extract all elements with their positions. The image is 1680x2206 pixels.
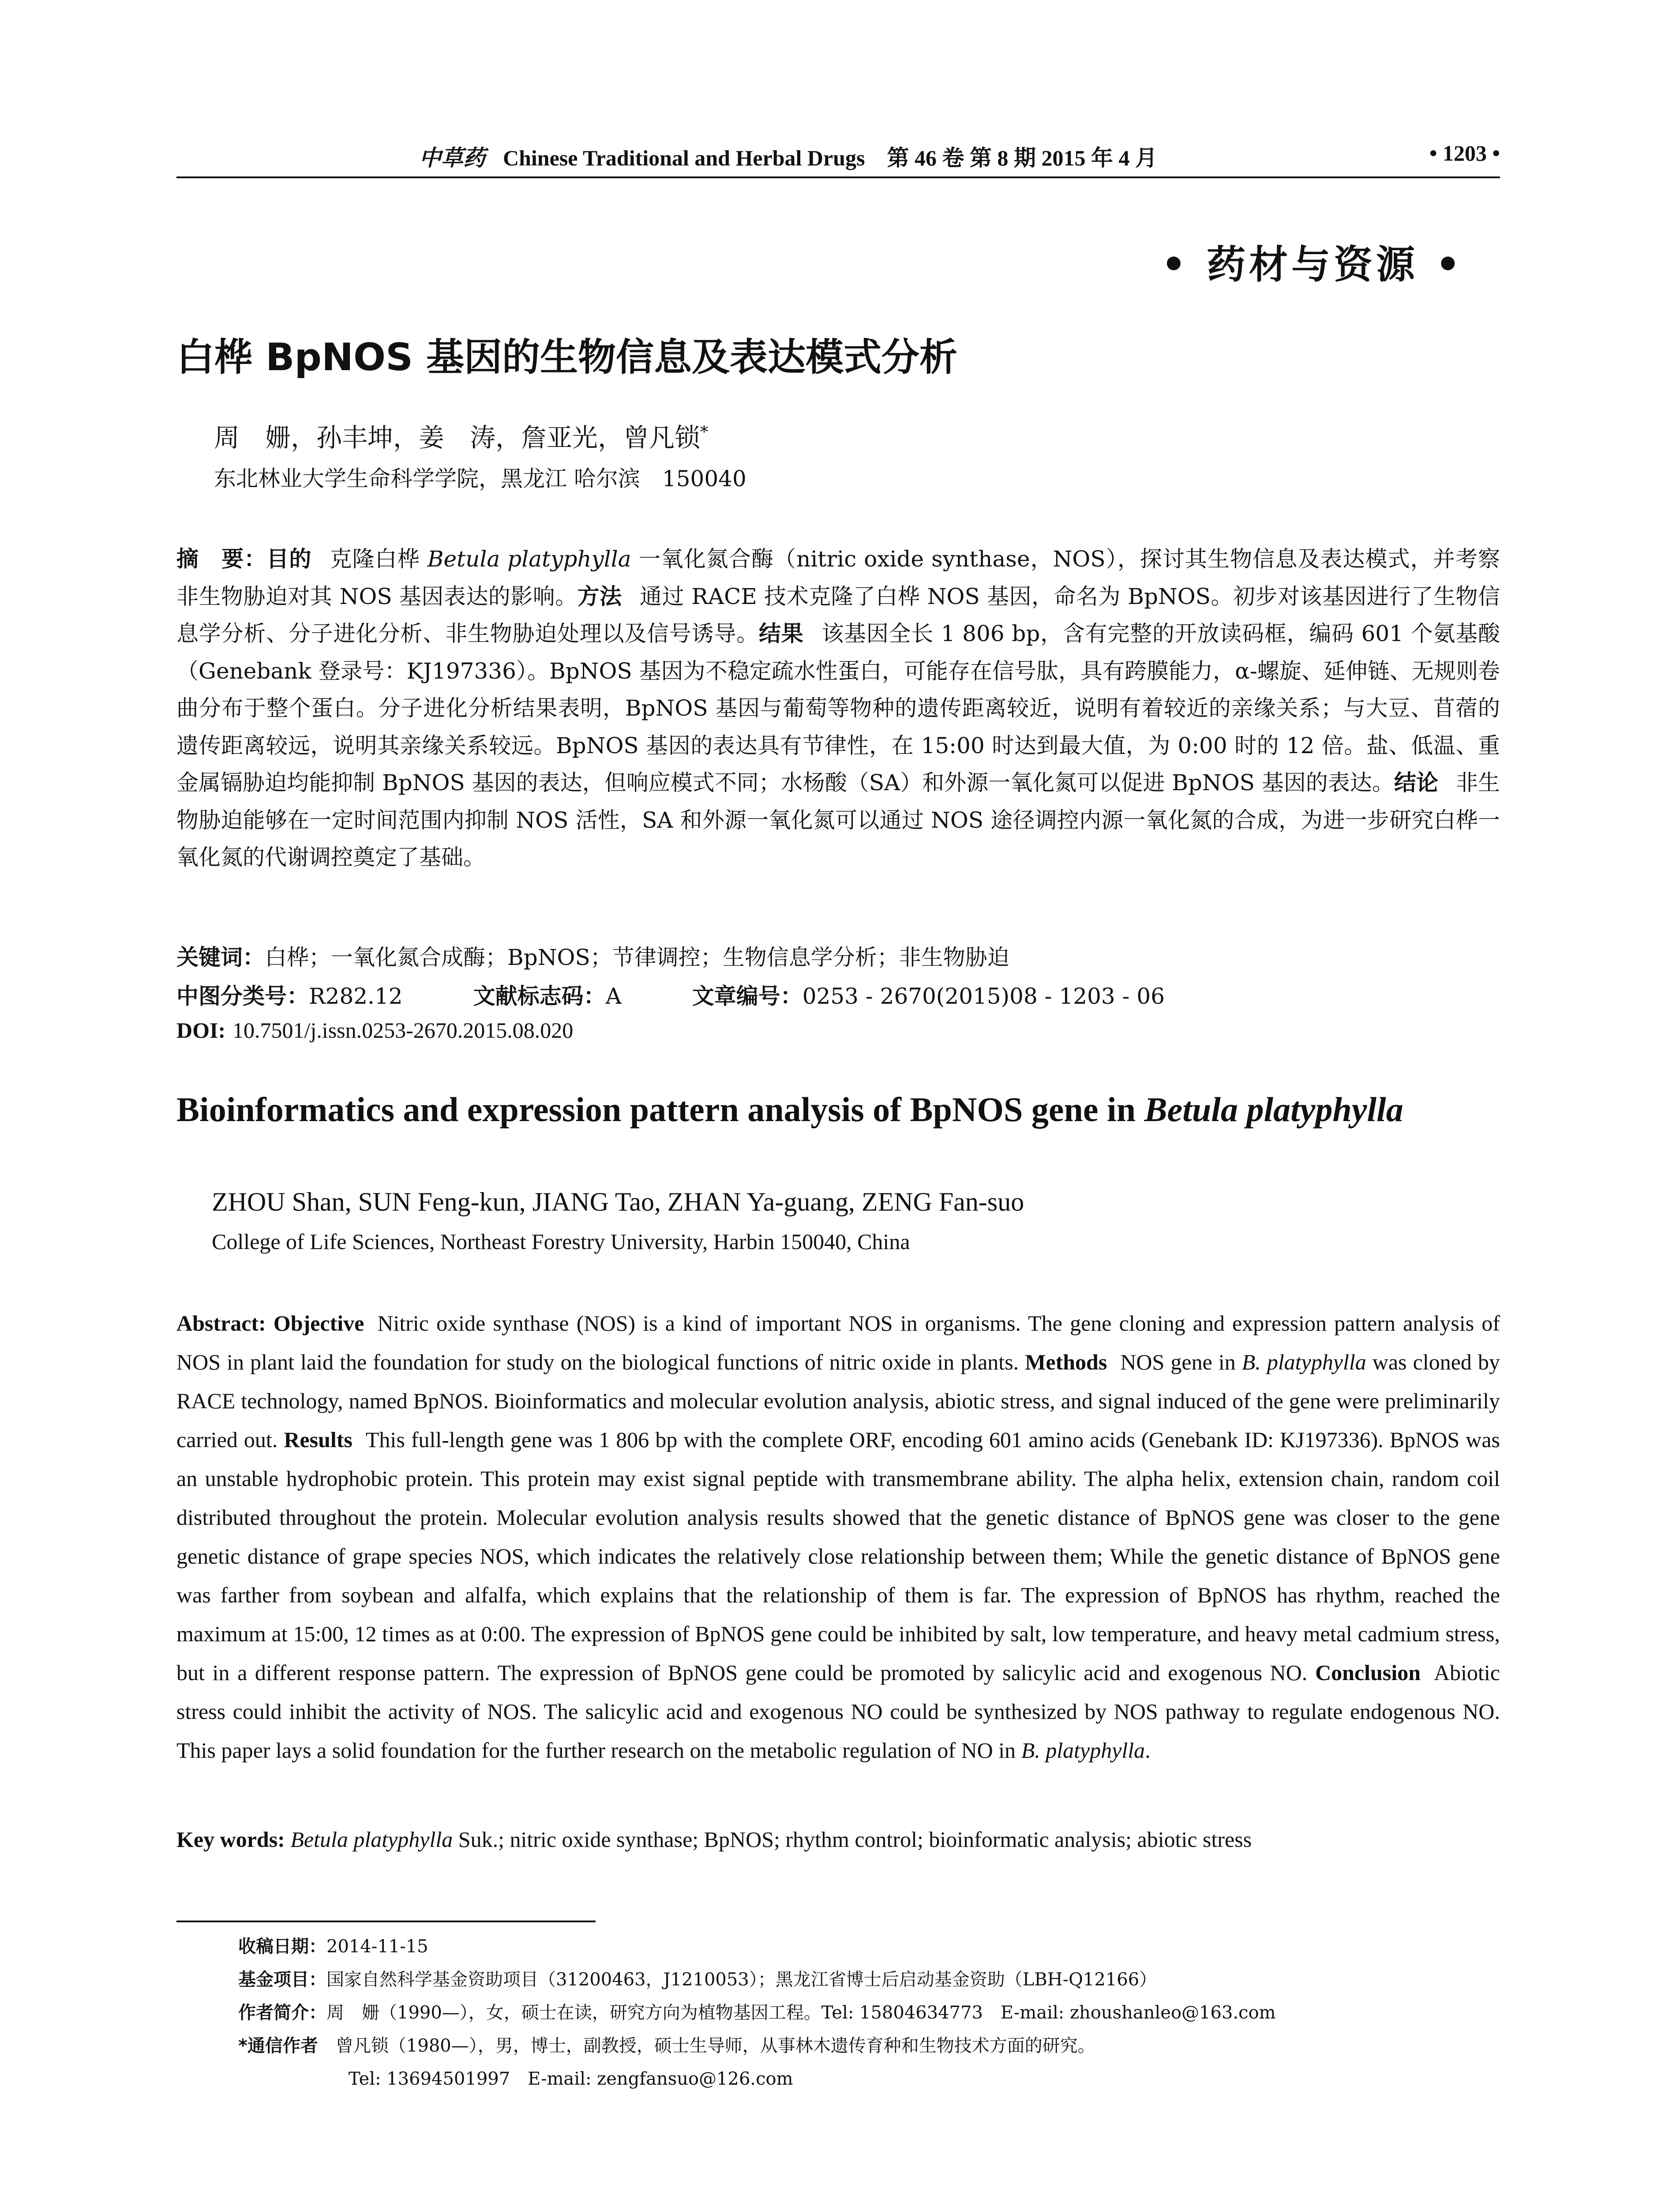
conclusion-en-end: . [1145, 1738, 1151, 1763]
objective-label-cn: 目的 [266, 546, 312, 572]
title-en-text: Bioinformatics and expression pattern analysis of BpNOS gene in [176, 1090, 1144, 1129]
conclusion-label-cn: 结论 [1394, 770, 1438, 795]
author-label: 作者简介： [238, 2003, 326, 2023]
keywords-en-species: Betula platyphylla [290, 1827, 453, 1852]
author-text: 周 姗（1990—），女，硕士在读，研究方向为植物基因工程。Tel: 15804634773 E-mail: zhoushanleo@163.com [326, 2003, 1276, 2023]
results-label-en: Results [284, 1427, 352, 1452]
fund-label: 基金项目： [238, 1970, 326, 1990]
footnotes [238, 1930, 1500, 2096]
objective-cn-pre: 克隆白桦 [329, 546, 428, 572]
corr-label: *通信作者 [238, 2036, 318, 2056]
objective-label-en: Objective [273, 1311, 364, 1336]
title-en-species: Betula platyphylla [1144, 1090, 1403, 1129]
footnote-author [238, 1996, 1500, 2030]
results-label-cn: 结果 [759, 621, 804, 646]
results-cn: 该基因全长 1 806 bp，含有完整的开放读码框，编码 601 个氨基酸（Genebank 登录号：KJ197336）。BpNOS 基因为不稳定疏水性蛋白，可能存在信号肽，具有跨膜能力，α-螺旋、延伸链、无规则卷曲分布于整个蛋白。分子进化分析结果表明，BpNOS 基因与葡萄等物种的遗传距离较近，说明有着较近的亲缘关系；与大豆、苜蓿的遗传距离较远，说明其亲缘关系较远。BpNOS 基因的表达具有节律性，在 15:00 时达到最大值，为 0:00 时的 12 倍。盐、低温、重金属镉胁迫均能抑制 BpNOS 基因的表达，但响应模式不同；水杨酸（SA）和外源一氧化氮可以促进 BpNOS 基因的表达。 [176, 621, 1500, 795]
article-no-value: 0253 - 2670(2015)08 - 1203 - 06 [802, 983, 1165, 1009]
footnote-corr-contact: Tel: 13694501997 E-mail: zengfansuo@126.com [349, 2069, 793, 2089]
abstract-cn [176, 540, 1500, 876]
keywords-cn-value: 白桦；一氧化氮合成酶；BpNOS；节律调控；生物信息学分析；非生物胁迫 [265, 945, 1009, 970]
journal-issue: 第 46 卷 第 8 期 2015 年 4 月 [887, 146, 1157, 170]
header-divider [176, 176, 1500, 178]
methods-label-en: Methods [1025, 1350, 1107, 1374]
running-header [176, 140, 1500, 176]
title-en [176, 1090, 1403, 1129]
affiliation-cn: 东北林业大学生命科学学院，黑龙江 哈尔滨 150040 [214, 466, 746, 491]
objective-cn-post: 一氧化氮合酶（nitric oxide synthase，NOS），探讨其生物信息及表达模式，并考察非生物胁迫对其 NOS 基因表达的影响。 [176, 546, 1500, 609]
doi-label: DOI: [176, 1018, 226, 1043]
corresponding-mark: * [700, 423, 709, 442]
conclusion-cn: 非生物胁迫能够在一定时间范围内抑制 NOS 活性，SA 和外源一氧化氮可以通过 NOS 途径调控内源一氧化氮的合成，为进一步研究白桦一氧化氮的代谢调控奠定了基础。 [176, 770, 1500, 870]
authors-en: ZHOU Shan, SUN Feng-kun, JIANG Tao, ZHAN Ya-guang, ZENG Fan-suo [212, 1187, 1024, 1216]
methods-en-pre: NOS gene in [1120, 1350, 1242, 1374]
abstract-cn-label: 摘 要： [176, 546, 267, 572]
keywords-en-rest: Suk.; nitric oxide synthase; BpNOS; rhythm control; bioinformatic analysis; abiotic stress [453, 1827, 1252, 1852]
footnote-fund [238, 1963, 1500, 1996]
methods-en-species: B. platyphylla [1241, 1350, 1366, 1374]
methods-cn: 通过 RACE 技术克隆了白桦 NOS 基因，命名为 BpNOS。初步对该基因进行了生物信息学分析、分子进化分析、非生物胁迫处理以及信号诱导。 [176, 583, 1500, 646]
methods-label-cn: 方法 [577, 583, 622, 609]
doi-line [176, 1017, 1500, 1043]
article-no-label: 文章编号： [692, 983, 802, 1009]
footnote-received [238, 1930, 1500, 1963]
affiliation-en: College of Life Sciences, Northeast Forestry University, Harbin 150040, China [212, 1229, 910, 1254]
journal-name-en: Chinese Traditional and Herbal Drugs [503, 146, 865, 170]
clc-label: 中图分类号： [176, 983, 309, 1009]
clc-value: R282.12 [309, 983, 403, 1009]
methods-en-post: was cloned by RACE technology, named BpNOS. Bioinformatics and molecular evolution analysis, abiotic stress, and signal induced of the gene were preliminarily carried out. [176, 1350, 1500, 1452]
conclusion-en-species: B. platyphylla [1021, 1738, 1145, 1763]
doi-link[interactable]: 10.7501/j.issn.0253-2670.2015.08.020 [232, 1018, 574, 1043]
abstract-en [176, 1304, 1500, 1770]
results-en: This full-length gene was 1 806 bp with the complete ORF, encoding 601 amino acids (Genebank ID: KJ197336). BpNOS was an unstable hydrophobic protein. This protein may exist signal peptide with transmembrane ability. The alpha helix, extension chain, random coil distributed throughout the protein. Molecular evolution analysis results showed that the genetic distance of BpNOS gene was closer to the gene genetic distance of grape species NOS, which indicates the relatively close relationship between them; While the genetic distance of BpNOS gene was farther from soybean and alfalfa, which explains that the relationship of them is far. The expression of BpNOS has rhythm, reached the maximum at 15:00, 12 times as at 0:00. The expression of BpNOS gene could be inhibited by salt, low temperature, and heavy metal cadmium stress, but in a different response pattern. The expression of BpNOS gene could be promoted by salicylic acid and exogenous NO. [176, 1427, 1500, 1685]
objective-en: Nitric oxide synthase (NOS) is a kind of important NOS in organisms. The gene cloning and expression pattern analysis of NOS in plant laid the foundation for study on the biological functions of nitric oxide in plants. [176, 1311, 1500, 1374]
keywords-en [176, 1827, 1500, 1852]
footnote-corresponding [238, 2030, 1500, 2063]
received-label: 收稿日期： [238, 1936, 326, 1957]
conclusion-en-pre: Abiotic stress could inhibit the activity of NOS. The salicylic acid and exogenous NO could be synthesized by NOS pathway to regulate endogenous NO. This paper lays a solid foundation for the further research on the metabolic regulation of NO in [176, 1660, 1500, 1763]
doc-code-value: A [605, 983, 622, 1009]
doc-code-label: 文献标志码： [473, 983, 606, 1009]
keywords-cn-label: 关键词： [176, 945, 265, 970]
journal-name-cn: 中草药 [419, 146, 485, 170]
footnote-divider [176, 1921, 596, 1922]
received-date: 2014-11-15 [326, 1936, 428, 1957]
conclusion-label-en: Conclusion [1315, 1660, 1421, 1685]
keywords-en-label: Key words: [176, 1827, 285, 1852]
page-number: • 1203 • [1429, 141, 1500, 165]
species-name: Betula platyphylla [427, 546, 631, 572]
title-cn: 白桦 BpNOS 基因的生物信息及表达模式分析 [176, 335, 958, 379]
section-label: • 药材与资源 • [1161, 241, 1464, 287]
authors-cn [214, 417, 708, 454]
classification-line [176, 979, 1500, 1010]
keywords-cn [176, 940, 1500, 972]
abstract-en-label: Abstract: [176, 1311, 266, 1336]
authors-cn-names: 周 姗，孙丰坤，姜 涛，詹亚光，曾凡锁 [214, 423, 701, 453]
journal-line [419, 140, 1157, 172]
corr-text: 曾凡锁（1980—），男，博士，副教授，硕士生导师，从事林木遗传育种和生物技术方面的研究。 [335, 2036, 1095, 2056]
fund-text: 国家自然科学基金资助项目（31200463，J1210053）；黑龙江省博士后启动基金资助（LBH-Q12166） [326, 1970, 1157, 1990]
